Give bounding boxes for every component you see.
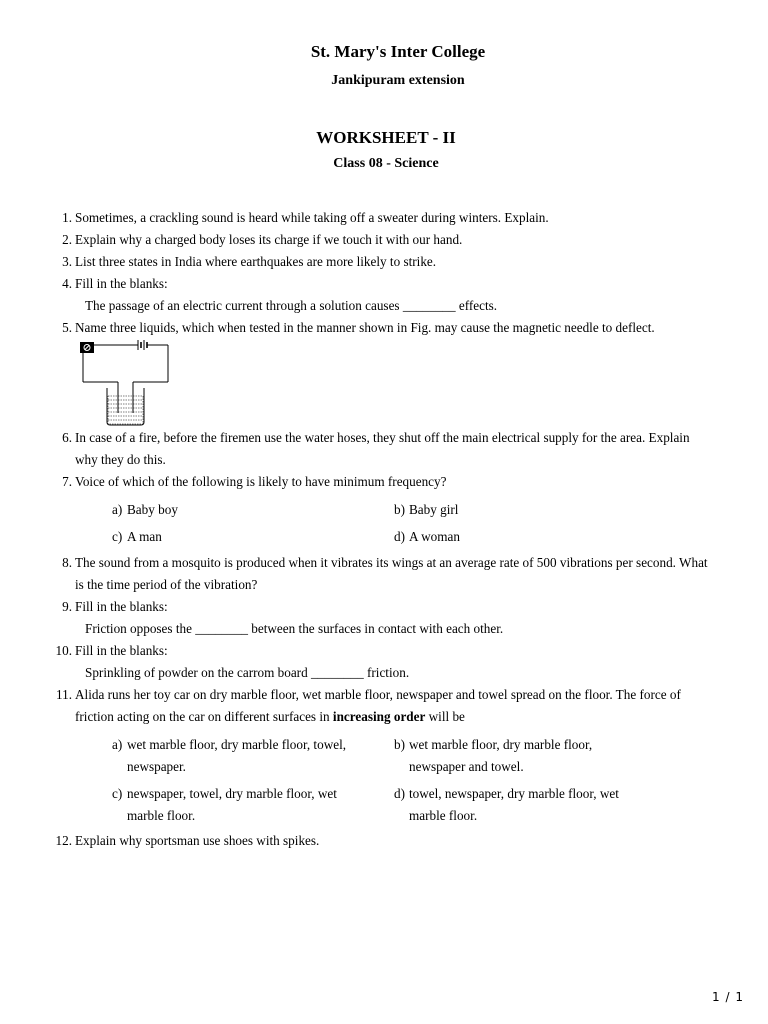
question-text: is the time period of the vibration?	[75, 577, 258, 592]
question-text: Explain why sportsman use shoes with spikes.	[75, 833, 320, 848]
question-text: why they do this.	[75, 452, 166, 467]
question-number: 4.	[62, 276, 72, 291]
question-text: In case of a fire, before the firemen use the water hoses, they shut off the main electrical supply for the area. Explain	[75, 430, 690, 445]
question-text: Explain why a charged body loses its charge if we touch it with our hand.	[75, 232, 463, 247]
fill-blank-sentence: Sprinkling of powder on the carrom board ________ friction.	[85, 665, 410, 680]
header-school: St. Mary's Inter College	[310, 42, 486, 61]
option-label: b)	[394, 502, 405, 517]
question-number: 10.	[55, 643, 72, 658]
option-label: c)	[112, 529, 123, 544]
text-post: will be	[425, 709, 465, 724]
question-text: Fill in the blanks:	[75, 599, 168, 614]
question-number: 12.	[55, 833, 72, 848]
question-number: 5.	[62, 320, 72, 335]
option-text-cont: marble floor.	[127, 808, 196, 823]
question-number: 6.	[62, 430, 72, 445]
text-pre: friction acting on the car on different surfaces in	[75, 709, 333, 724]
option-text: wet marble floor, dry marble floor, towel,	[127, 737, 347, 752]
question-number: 2.	[62, 232, 72, 247]
question-number: 9.	[62, 599, 72, 614]
question-text: The sound from a mosquito is produced when it vibrates its wings at an average rate of 500 vibrations per second. What	[75, 555, 708, 570]
question-text: Alida runs her toy car on dry marble floor, wet marble floor, newspaper and towel spread on the floor. The force of	[75, 687, 681, 702]
question-number: 7.	[62, 474, 72, 489]
option-text-cont: newspaper and towel.	[409, 759, 524, 774]
option-text: Baby girl	[409, 502, 459, 517]
question-number: 8.	[62, 555, 72, 570]
option-text-cont: newspaper.	[127, 759, 186, 774]
question-text: Fill in the blanks:	[75, 643, 168, 658]
worksheet-title: WORKSHEET - II	[316, 128, 456, 147]
question-text: Fill in the blanks:	[75, 276, 168, 291]
emphasis-text: increasing order	[332, 709, 426, 724]
option-text: wet marble floor, dry marble floor,	[409, 737, 593, 752]
circuit-beaker-figure	[78, 338, 172, 428]
option-text: A man	[127, 529, 162, 544]
option-label: d)	[394, 529, 405, 544]
question-text: Voice of which of the following is likely to have minimum frequency?	[75, 474, 447, 489]
question-text-line2	[75, 706, 730, 728]
question-number: 11.	[56, 687, 72, 702]
page-indicator: 1 / 1	[712, 990, 744, 1004]
question-text: List three states in India where earthquakes are more likely to strike.	[75, 254, 437, 269]
worksheet-class: Class 08 - Science	[333, 156, 439, 171]
option-label: c)	[112, 786, 123, 801]
question-number: 1.	[62, 210, 72, 225]
option-text: Baby boy	[127, 502, 178, 517]
header-area: Jankipuram extension	[331, 73, 465, 88]
question-text: Sometimes, a crackling sound is heard while taking off a sweater during winters. Explain.	[75, 210, 549, 225]
fill-blank-sentence: The passage of an electric current through a solution causes ________ effects.	[85, 298, 498, 313]
option-text: newspaper, towel, dry marble floor, wet	[127, 786, 337, 801]
option-label: b)	[394, 737, 405, 752]
fill-blank-sentence: Friction opposes the ________ between the surfaces in contact with each other.	[85, 621, 504, 636]
option-text: towel, newspaper, dry marble floor, wet	[409, 786, 619, 801]
option-text: A woman	[409, 529, 460, 544]
option-label: a)	[112, 502, 123, 517]
option-text-cont: marble floor.	[409, 808, 478, 823]
question-text: Name three liquids, which when tested in the manner shown in Fig. may cause the magnetic needle to deflect.	[75, 320, 655, 335]
question-number: 3.	[62, 254, 72, 269]
option-label: d)	[394, 786, 405, 801]
option-label: a)	[112, 737, 123, 752]
